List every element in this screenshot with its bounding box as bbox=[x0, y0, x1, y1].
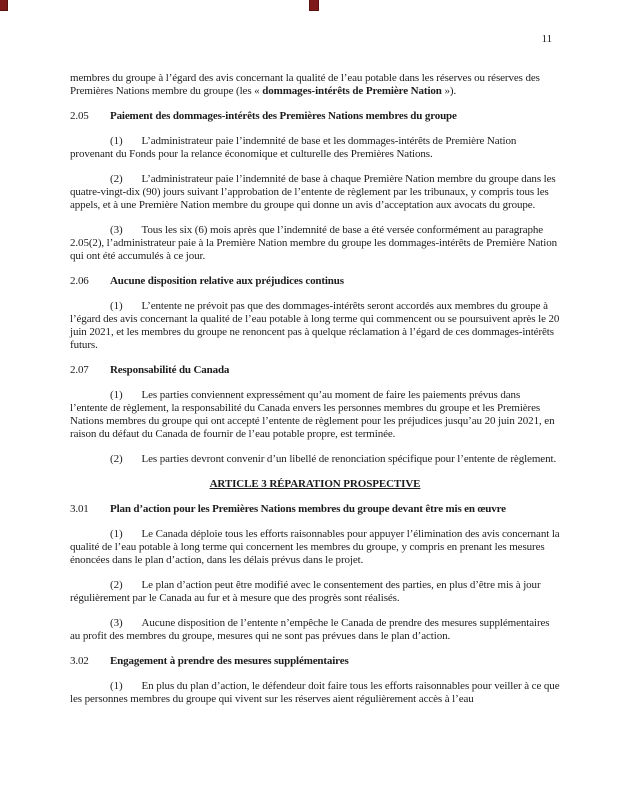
section-title: Paiement des dommages-intérêts des Premières Nations membres du groupe bbox=[110, 110, 457, 122]
paragraph-text: Le Canada déploie tous les efforts raisonnables pour appuyer l’élimination des avis concernant la qualité de l’eau potable à long terme qui concernent les membres du groupe, y compris en prenant les mesures énoncées dans le plan d’action, dans les délais prévus dans le projet. bbox=[70, 528, 560, 566]
section-heading-3-01 bbox=[70, 503, 560, 516]
paragraph-text: Aucune disposition de l’entente n’empêche le Canada de prendre des mesures supplémentaires au profit des membres du groupe, mesures qui ne sont pas prévues dans le plan d’action. bbox=[70, 617, 550, 642]
section-title: Aucune disposition relative aux préjudices continus bbox=[110, 275, 344, 287]
paragraph-text: Les parties devront convenir d’un libellé de renonciation spécifique pour l’entente de règlement. bbox=[141, 453, 557, 465]
section-number: 2.07 bbox=[70, 364, 89, 376]
paragraph-3-02-1 bbox=[70, 680, 560, 706]
opening-paragraph bbox=[70, 72, 560, 98]
paragraph-2-07-2 bbox=[70, 453, 560, 466]
paragraph-2-06-1 bbox=[70, 300, 560, 352]
section-title: Plan d’action pour les Premières Nations membres du groupe devant être mis en œuvre bbox=[110, 503, 506, 515]
paragraph-2-07-1 bbox=[70, 389, 560, 441]
section-heading-2-05 bbox=[70, 110, 560, 123]
section-number: 3.02 bbox=[70, 655, 89, 667]
paragraph-number: (2) bbox=[110, 579, 123, 591]
opening-paragraph-pre: membres du groupe à l’égard des avis concernant la qualité de l’eau potable dans les réserves ou réserves des Premières Nations membre du groupe (les « bbox=[70, 72, 540, 97]
section-title: Responsabilité du Canada bbox=[110, 364, 230, 376]
paragraph-number: (3) bbox=[110, 224, 123, 236]
scan-artifact bbox=[0, 0, 7, 10]
section-number: 2.05 bbox=[70, 110, 89, 122]
paragraph-number: (3) bbox=[110, 617, 123, 629]
defined-term: dommages-intérêts de Première Nation bbox=[262, 85, 442, 97]
opening-paragraph-post: »). bbox=[441, 85, 457, 97]
paragraph-number: (1) bbox=[110, 389, 123, 401]
paragraph-text: Le plan d’action peut être modifié avec le consentement des parties, en plus d’être mis à jour régulièrement par le Canada au fur et à mesure que des progrès sont réalisés. bbox=[70, 579, 541, 604]
section-title: Engagement à prendre des mesures supplémentaires bbox=[110, 655, 349, 667]
paragraph-number: (1) bbox=[110, 300, 123, 312]
paragraph-3-01-3 bbox=[70, 617, 560, 643]
section-heading-3-02 bbox=[70, 655, 560, 668]
section-heading-2-06 bbox=[70, 275, 560, 288]
section-heading-2-07 bbox=[70, 364, 560, 377]
scan-artifact bbox=[310, 0, 318, 10]
paragraph-text: Les parties conviennent expressément qu’au moment de faire les paiements prévus dans l’entente de règlement, la responsabilité du Canada envers les personnes membres du groupe et les Premières Nations membres du groupe qui ont accepté l’entente de règlement pour les préjudices jusqu’au 20 juin 2021, en raison du défaut du Canada de fournir de l’eau potable propre, est terminée. bbox=[70, 389, 555, 440]
section-number: 2.06 bbox=[70, 275, 89, 287]
section-number: 3.01 bbox=[70, 503, 89, 515]
paragraph-text: En plus du plan d’action, le défendeur doit faire tous les efforts raisonnables pour veiller à ce que les personnes membres du groupe qui vivent sur les réserves aient régulièrement accès à l’eau bbox=[70, 680, 560, 705]
paragraph-2-05-3 bbox=[70, 224, 560, 263]
paragraph-text: L’administrateur paie l’indemnité de base à chaque Première Nation membre du groupe dans les quatre-vingt-dix (90) jours suivant l’approbation de l’entente de règlement par les tribunaux, y compris tous les appels, et à une Première Nation membre du groupe qui donne un avis d’acceptation aux avocats du groupe. bbox=[70, 173, 556, 211]
paragraph-text: Tous les six (6) mois après que l’indemnité de base a été versée conformément au paragraphe 2.05(2), l’administrateur paie à la Première Nation membre du groupe les dommages-intérêts de Première Nation qui ont été accumulés à ce jour. bbox=[70, 224, 557, 262]
paragraph-number: (2) bbox=[110, 173, 123, 185]
paragraph-2-05-1 bbox=[70, 135, 560, 161]
paragraph-2-05-2 bbox=[70, 173, 560, 212]
text-block bbox=[70, 33, 560, 718]
paragraph-number: (1) bbox=[110, 135, 123, 147]
paragraph-number: (1) bbox=[110, 528, 123, 540]
paragraph-text: L’administrateur paie l’indemnité de base et les dommages-intérêts de Première Nation provenant du Fonds pour la relance économique et culturelle des Premières Nations. bbox=[70, 135, 517, 160]
page-number: 11 bbox=[541, 33, 552, 45]
paragraph-3-01-1 bbox=[70, 528, 560, 567]
paragraph-3-01-2 bbox=[70, 579, 560, 605]
article-3-heading: ARTICLE 3 RÉPARATION PROSPECTIVE bbox=[209, 478, 421, 490]
paragraph-number: (1) bbox=[110, 680, 123, 692]
paragraph-text: L’entente ne prévoit pas que des dommages-intérêts seront accordés aux membres du groupe à l’égard des avis concernant la qualité de l’eau potable à long terme qui commencent ou se poursuivent après le 20 juin 2021, et les membres du groupe ne renoncent pas à quelque réclamation à l’égard de ces dommages-intérêts futurs. bbox=[70, 300, 560, 351]
paragraph-number: (2) bbox=[110, 453, 123, 465]
